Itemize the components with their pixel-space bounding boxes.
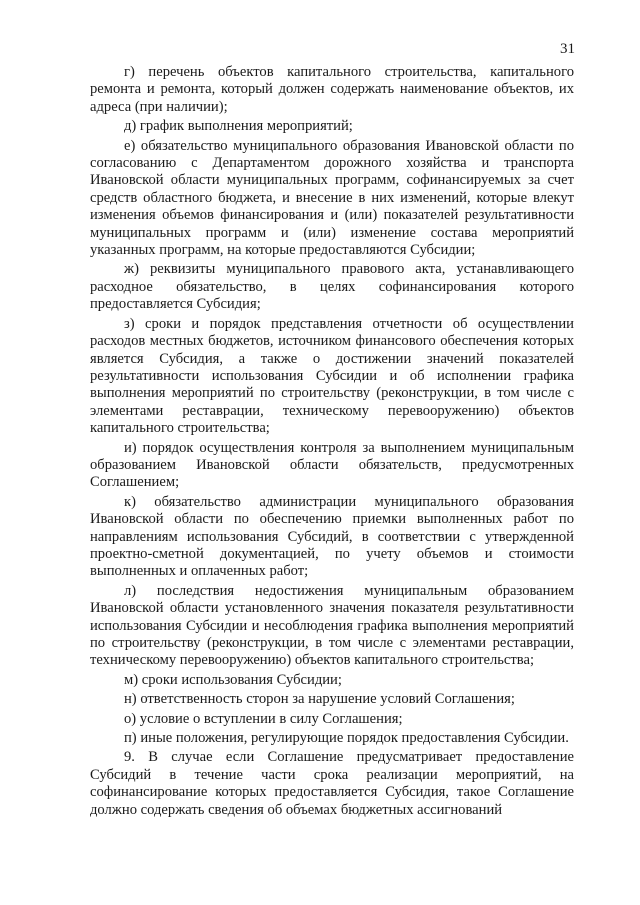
paragraph-k: к) обязательство администрации муниципального образования Ивановской области по обеспечению приемки выполненных работ по направлениям использования Субсидий, в соответствии с утвержденной проектно-сметной документацией, по учету объемов и стоимости выполненных и оплаченных работ; bbox=[90, 493, 574, 580]
paragraph-9: 9. В случае если Соглашение предусматривает предоставление Субсидий в течение части срока реализации мероприятий, на софинансирование которых предоставляется Субсидия, такое Соглашение должно содержать сведения об объемах бюджетных ассигнований bbox=[90, 749, 574, 818]
paragraph-zh: ж) реквизиты муниципального правового акта, устанавливающего расходное обязательство, в целях софинансирования которого предоставляется Субсидия; bbox=[90, 261, 574, 313]
paragraph-g: г) перечень объектов капитального строительства, капитального ремонта и ремонта, который должен содержать наименование объектов, их адреса (при наличии); bbox=[90, 64, 574, 115]
paragraph-l: л) последствия недостижения муниципальным образованием Ивановской области установленного значения показателя результативности использования Субсидии и несоблюдения графика выполнения мероприятий по строительству (реконструкции, в том числе с элементами реставрации, техническому перевооружению) объектов капитального строительства; bbox=[90, 582, 574, 669]
paragraph-n: н) ответственность сторон за нарушение условий Соглашения; bbox=[124, 691, 515, 708]
paragraph-e: е) обязательство муниципального образования Ивановской области по согласованию с Департаментом дорожного хозяйства и транспорта Ивановской области муниципальных программ, софинансируемых за счет средств областного бюджета, и внесение в них изменений, которые влекут изменения объемов финансирования и (или) показателей результативности муниципальных программ и (или) изменение состава мероприятий указанных программ, на которые предоставляются Субсидии; bbox=[90, 137, 574, 259]
paragraph-m: м) сроки использования Субсидии; bbox=[124, 671, 342, 688]
page-number: 31 bbox=[560, 41, 575, 57]
paragraph-o: о) условие о вступлении в силу Соглашения; bbox=[124, 710, 403, 727]
paragraph-i: и) порядок осуществления контроля за выполнением муниципальным образованием Ивановской области обязательств, предусмотренных Соглашением; bbox=[90, 439, 574, 491]
paragraph-z: з) сроки и порядок представления отчетности об осуществлении расходов местных бюджетов, источником финансового обеспечения которых является Субсидия, а также о достижении значений показателей результативности использования Субсидии и об исполнении графика выполнения мероприятий по строительству (реконструкции, в том числе с элементами реставрации, техническому перевооружению) объектов капитального строительства; bbox=[90, 315, 574, 437]
paragraph-p: п) иные положения, регулирующие порядок предоставления Субсидии. bbox=[124, 730, 569, 747]
document-body bbox=[90, 64, 574, 821]
paragraph-d: д) график выполнения мероприятий; bbox=[124, 118, 353, 135]
